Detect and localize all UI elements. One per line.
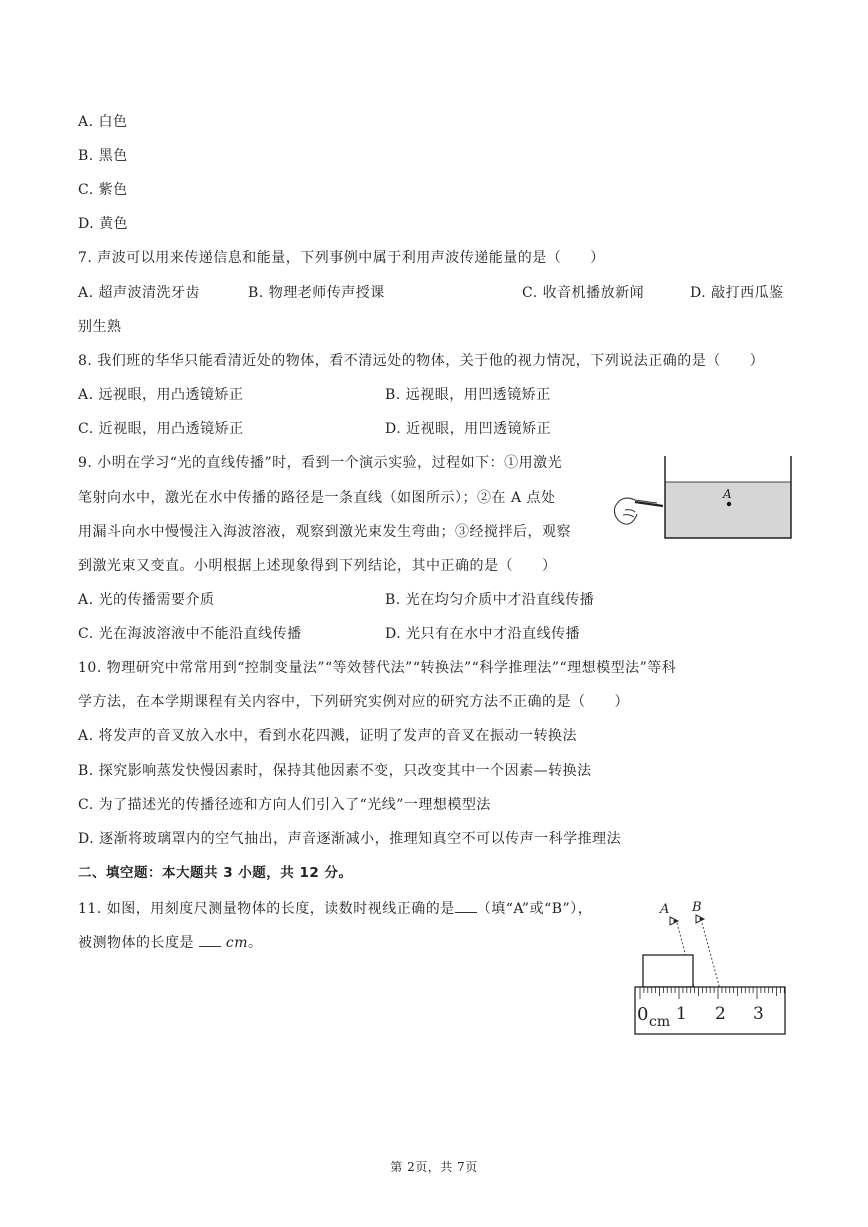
eye-a-label: A — [660, 902, 670, 917]
q8-option-c[interactable]: C. 近视眼，用凸透镜矫正 — [78, 421, 244, 437]
q9-line-1: 9. 小明在学习“光的直线传播”时，看到一个演示实验，过程如下：①用激光 — [78, 455, 563, 471]
ruler-label-2: 2 — [715, 1004, 726, 1024]
q6-option-b[interactable]: B. 黑色 — [78, 148, 128, 164]
q9-option-b[interactable]: B. 光在均匀介质中才沿直线传播 — [385, 592, 595, 608]
sight-line-b — [702, 923, 720, 989]
q7-option-a[interactable]: A. 超声波清洗牙齿 — [78, 285, 201, 301]
q11-line-2 — [78, 932, 263, 953]
q9-option-d[interactable]: D. 光只有在水中才沿直线传播 — [385, 626, 581, 642]
q10-line-2: 学方法，在本学期课程有关内容中，下列研究实例对应的研究方法不正确的是（ ） — [78, 694, 629, 710]
ruler-label-0: 0 — [637, 1004, 649, 1025]
q11-blank-1[interactable] — [455, 898, 477, 913]
q8-option-a[interactable]: A. 远视眼，用凸透镜矫正 — [78, 387, 244, 403]
q7-option-c[interactable]: C. 收音机播放新闻 — [522, 285, 645, 301]
q10-option-d[interactable]: D. 逐渐将玻璃罩内的空气抽出，声音逐渐减小，推理知真空不可以传声一科学推理法 — [78, 831, 622, 847]
page-footer: 第 2页，共 7页 — [390, 1160, 478, 1174]
q11-line-2-suffix: 。 — [248, 935, 263, 951]
eye-b-icon — [696, 915, 704, 923]
ruler-label-1: 1 — [676, 1004, 687, 1024]
q7-option-d[interactable]: D. 敲打西瓜鉴 — [690, 285, 784, 301]
q8-stem: 8. 我们班的华华只能看清近处的物体，看不清远处的物体，关于他的视力情况，下列说法正确的是（ ） — [78, 353, 765, 369]
ruler-label-3: 3 — [753, 1004, 764, 1024]
q10-option-c[interactable]: C. 为了描述光的传播径迹和方向人们引入了“光线”一理想模型法 — [78, 797, 491, 813]
q7-option-b[interactable]: B. 物理老师传声授课 — [248, 285, 385, 301]
q6-option-a[interactable]: A. 白色 — [78, 114, 128, 130]
q9-option-a[interactable]: A. 光的传播需要介质 — [78, 592, 215, 608]
ruler-label-cm: cm — [649, 1014, 671, 1030]
point-a-label: A — [723, 487, 732, 501]
q9-figure-water-tank — [605, 452, 795, 544]
q9-line-4: 到激光束又变直。小明根据上述现象得到下列结论，其中正确的是（ ） — [78, 558, 557, 574]
q6-option-c[interactable]: C. 紫色 — [78, 182, 128, 198]
q8-option-b[interactable]: B. 远视眼，用凹透镜矫正 — [385, 387, 551, 403]
q9-line-3: 用漏斗向水中慢慢注入海波溶液，观察到激光束发生弯曲；③经搅拌后，观察 — [78, 524, 571, 540]
point-a-dot — [727, 502, 731, 506]
q11-unit: cm — [225, 935, 249, 951]
q11-line-1-suffix: （填“A”或“B”）， — [476, 901, 593, 917]
q9-option-c[interactable]: C. 光在海波溶液中不能沿直线传播 — [78, 626, 302, 642]
q10-option-a[interactable]: A. 将发声的音叉放入水中，看到水花四溅，证明了发声的音叉在振动一转换法 — [78, 728, 578, 744]
q11-line-1-prefix: 11. 如图，用刻度尺测量物体的长度，读数时视线正确的是 — [78, 901, 455, 917]
measured-block — [643, 955, 693, 987]
section-2-title: 二、填空题：本大题共 3 小题，共 12 分。 — [78, 865, 353, 881]
q11-blank-2[interactable] — [199, 932, 221, 947]
eye-b-label: B — [692, 900, 702, 915]
q8-option-d[interactable]: D. 近视眼，用凹透镜矫正 — [385, 421, 552, 437]
q11-line-2-prefix: 被测物体的长度是 — [78, 935, 194, 951]
q7-stem: 7. 声波可以用来传递信息和能量，下列事例中属于利用声波传递能量的是（ ） — [78, 250, 605, 266]
q11-line-1 — [78, 898, 592, 919]
hand-laser-pen-icon — [614, 498, 663, 524]
q11-figure-ruler — [630, 893, 790, 1039]
q6-option-d[interactable]: D. 黄色 — [78, 216, 129, 232]
q7-option-d-continued: 别生熟 — [78, 319, 122, 335]
q9-line-2: 笔射向水中，激光在水中传播的路径是一条直线（如图所示）；②在 A 点处 — [78, 490, 556, 506]
q10-option-b[interactable]: B. 探究影响蒸发快慢因素时，保持其他因素不变，只改变其中一个因素—转换法 — [78, 763, 592, 779]
q10-line-1: 10. 物理研究中常常用到“控制变量法”“等效替代法”“转换法”“科学推理法”“理想模型法”等科 — [78, 660, 677, 676]
